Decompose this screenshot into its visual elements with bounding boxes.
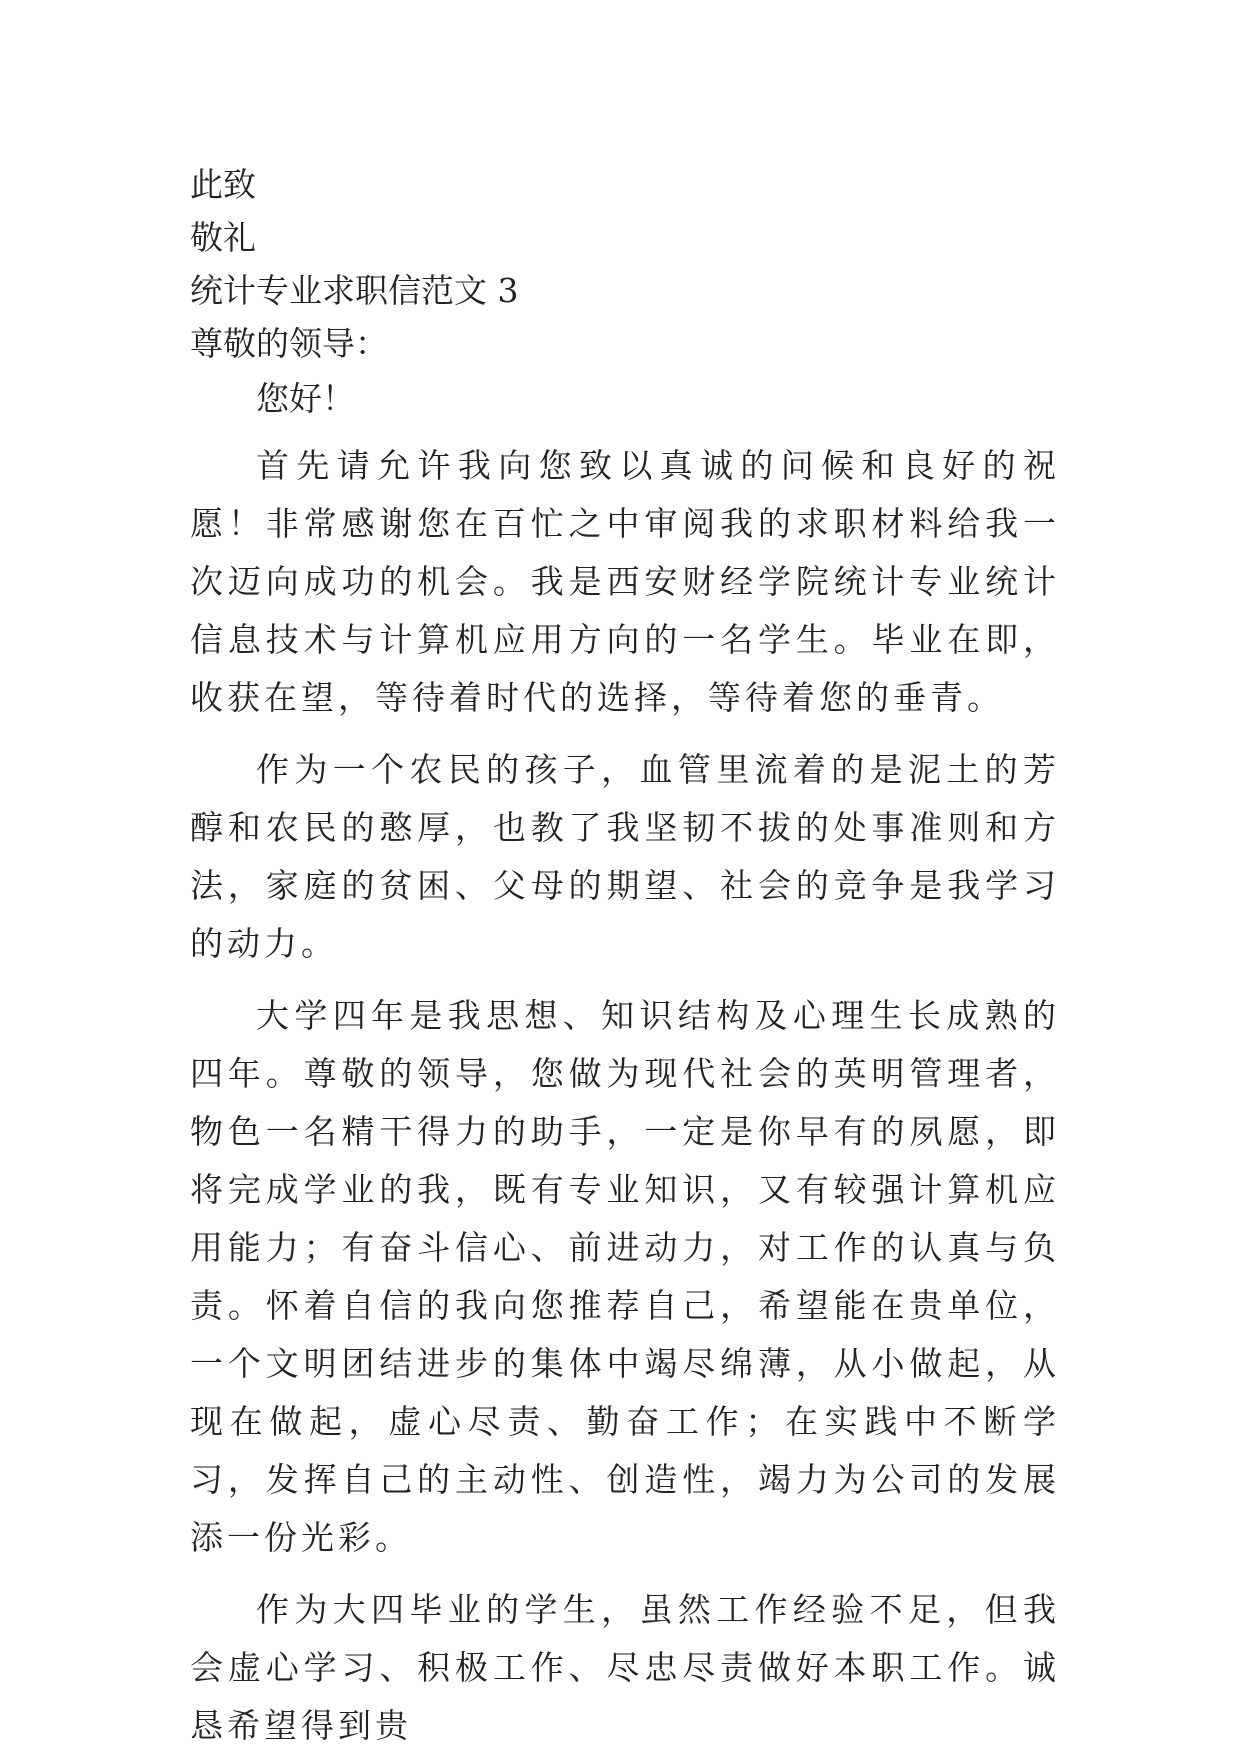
greeting: 您好！ <box>256 379 355 418</box>
paragraph-intro: 首先请允许我向您致以真诚的问候和良好的祝愿！非常感谢您在百忙之中审阅我的求职材料给我一次迈向成功的机会。我是西安财经学院统计专业统计信息技术与计算机应用方向的一名学生。毕业在即，收获在望，等待着时代的选择，等待着您的垂青。 <box>190 446 1060 717</box>
letter-body <box>190 158 1060 1755</box>
paragraph-graduate: 作为大四毕业的学生，虽然工作经验不足，但我会虚心学习、积极工作、尽忠尽责做好本职工作。诚恳希望得到贵 <box>190 1590 1060 1745</box>
closing-line-1: 此致 <box>190 165 256 204</box>
letter-title: 统计专业求职信范文 3 <box>190 271 519 310</box>
salutation: 尊敬的领导： <box>190 324 388 363</box>
paragraph-background: 作为一个农民的孩子，血管里流着的是泥土的芳醇和农民的憨厚，也教了我坚韧不拔的处事准则和方法，家庭的贫困、父母的期望、社会的竞争是我学习的动力。 <box>190 750 1060 963</box>
paragraph-university: 大学四年是我思想、知识结构及心理生长成熟的四年。尊敬的领导，您做为现代社会的英明管理者，物色一名精干得力的助手，一定是你早有的夙愿，即将完成学业的我，既有专业知识，又有较强计算机应用能力；有奋斗信心、前进动力，对工作的认真与负责。怀着自信的我向您推荐自己，希望能在贵单位，一个文明团结进步的集体中竭尽绵薄，从小做起，从现在做起，虚心尽责、勤奋工作；在实践中不断学习，发挥自己的主动性、创造性，竭力为公司的发展添一份光彩。 <box>190 996 1060 1557</box>
closing-line-2: 敬礼 <box>190 218 256 257</box>
